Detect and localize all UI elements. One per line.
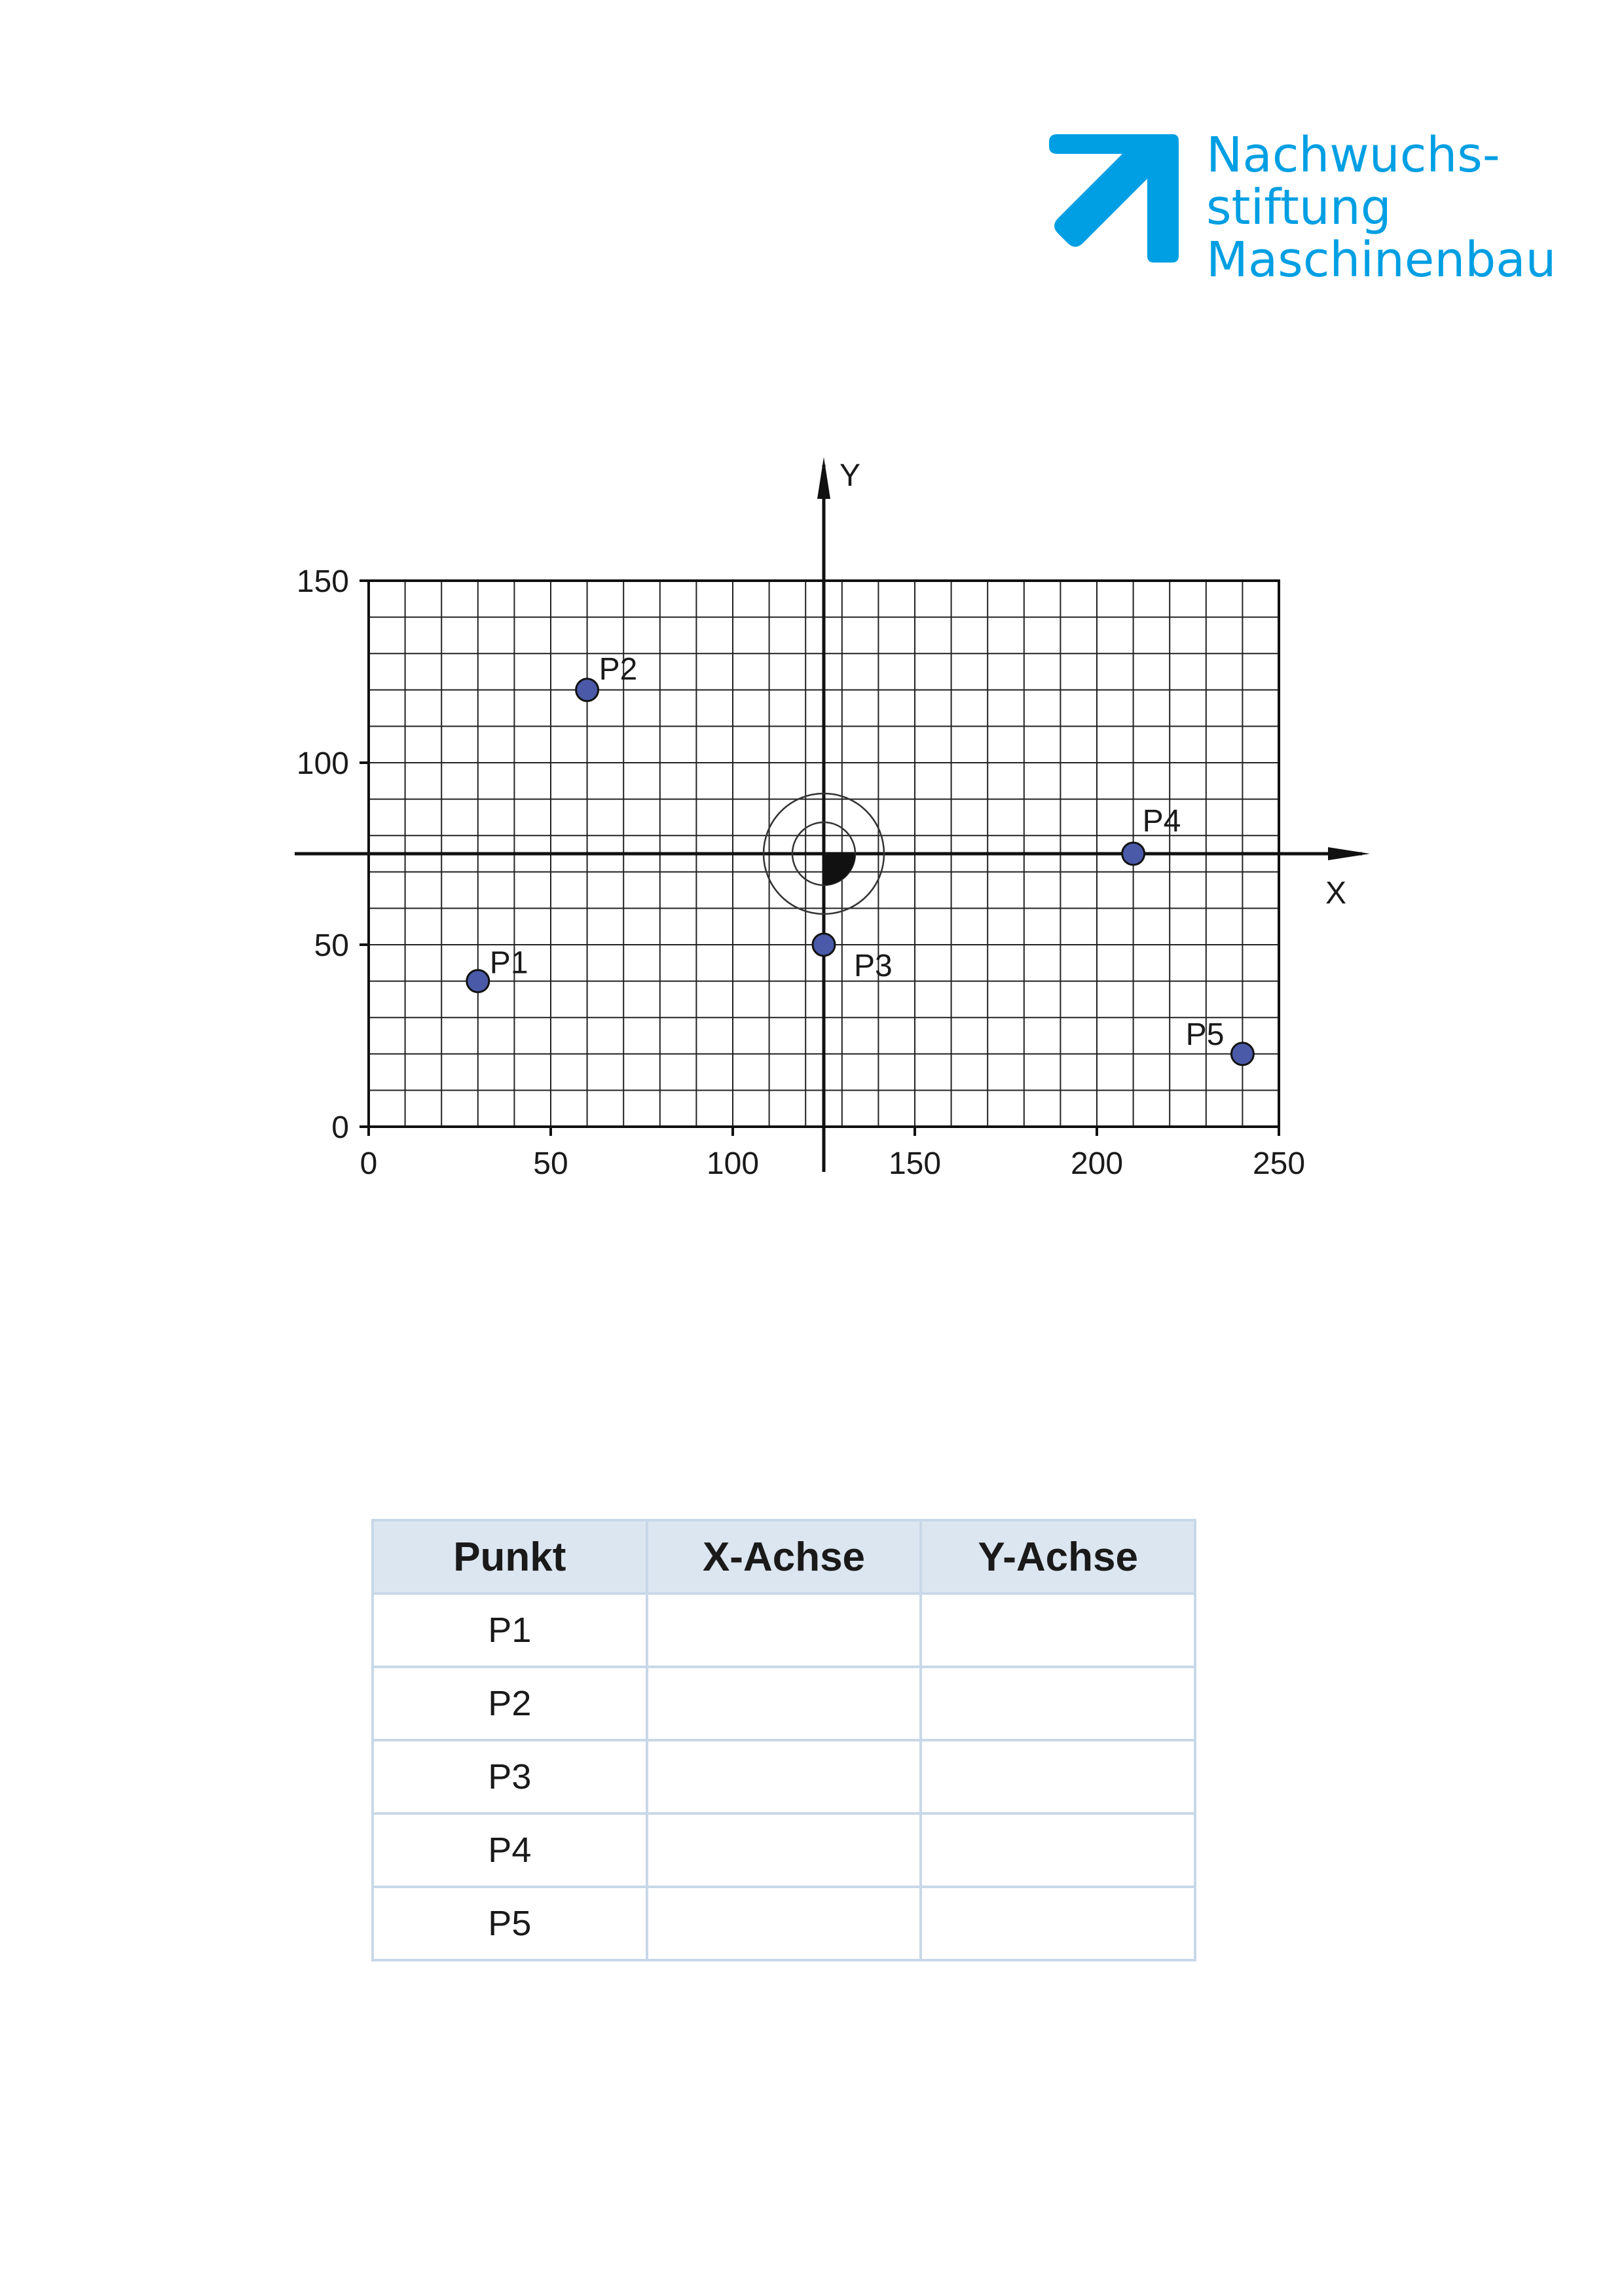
cell-x-input[interactable] bbox=[647, 1594, 921, 1667]
cell-y-input[interactable] bbox=[921, 1813, 1195, 1887]
cell-punkt: P1 bbox=[373, 1594, 647, 1667]
logo-line-3: Maschinenbau bbox=[1206, 232, 1557, 288]
zero-point-quadrant-icon bbox=[824, 854, 855, 885]
data-point-label-p4: P4 bbox=[1142, 804, 1181, 839]
cell-punkt: P5 bbox=[373, 1887, 647, 1960]
x-axis-label: X bbox=[1325, 876, 1347, 911]
x-tick-label: 200 bbox=[1070, 1146, 1124, 1181]
cell-y-input[interactable] bbox=[921, 1667, 1195, 1740]
cell-punkt: P2 bbox=[373, 1667, 647, 1740]
nachwuchsstiftung-logo bbox=[1041, 127, 1557, 288]
data-point-label-p5: P5 bbox=[1185, 1017, 1225, 1052]
x-tick-label: 100 bbox=[706, 1146, 760, 1181]
cell-y-input[interactable] bbox=[921, 1887, 1195, 1960]
data-point-p1 bbox=[467, 970, 489, 993]
cell-y-input[interactable] bbox=[921, 1740, 1195, 1813]
coordinate-chart bbox=[249, 445, 1401, 1218]
data-point-p3 bbox=[813, 934, 835, 956]
logo-line-2: stiftung bbox=[1206, 179, 1392, 236]
table-row bbox=[373, 1594, 1195, 1667]
table-row bbox=[373, 1813, 1195, 1887]
data-point-label-p3: P3 bbox=[854, 949, 893, 983]
x-axis-arrow-icon bbox=[1328, 847, 1370, 860]
cell-y-input[interactable] bbox=[921, 1594, 1195, 1667]
y-tick-label: 100 bbox=[296, 746, 349, 781]
x-tick-label: 50 bbox=[533, 1146, 568, 1181]
logo-text bbox=[1206, 129, 1556, 286]
coordinate-table bbox=[371, 1519, 1196, 1961]
cell-x-input[interactable] bbox=[647, 1740, 921, 1813]
header-x-achse: X-Achse bbox=[647, 1520, 921, 1594]
cell-punkt: P4 bbox=[373, 1813, 647, 1887]
y-axis-arrow-icon bbox=[817, 457, 830, 499]
table-row bbox=[373, 1887, 1195, 1960]
arrow-logo-icon bbox=[1041, 128, 1185, 272]
y-tick-label: 0 bbox=[331, 1110, 349, 1145]
header-punkt: Punkt bbox=[373, 1520, 647, 1594]
header-y-achse: Y-Achse bbox=[921, 1520, 1195, 1594]
cell-punkt: P3 bbox=[373, 1740, 647, 1813]
table-row bbox=[373, 1740, 1195, 1813]
data-point-label-p1: P1 bbox=[489, 945, 528, 981]
x-tick-label: 250 bbox=[1252, 1146, 1306, 1181]
coordinate-chart-svg bbox=[249, 445, 1401, 1218]
cell-x-input[interactable] bbox=[647, 1667, 921, 1740]
data-point-p5 bbox=[1231, 1043, 1253, 1065]
table-header-row bbox=[373, 1520, 1195, 1594]
y-tick-label: 50 bbox=[314, 928, 349, 963]
cell-x-input[interactable] bbox=[647, 1887, 921, 1960]
y-axis-label: Y bbox=[839, 458, 861, 493]
x-tick-label: 150 bbox=[888, 1146, 942, 1181]
x-tick-label: 0 bbox=[360, 1146, 378, 1181]
logo-line-1: Nachwuchs- bbox=[1206, 127, 1500, 183]
cell-x-input[interactable] bbox=[647, 1813, 921, 1887]
table-row bbox=[373, 1667, 1195, 1740]
data-point-label-p2: P2 bbox=[599, 651, 638, 687]
y-tick-label: 150 bbox=[296, 564, 349, 599]
data-point-p4 bbox=[1122, 843, 1145, 865]
data-point-p2 bbox=[576, 679, 599, 701]
